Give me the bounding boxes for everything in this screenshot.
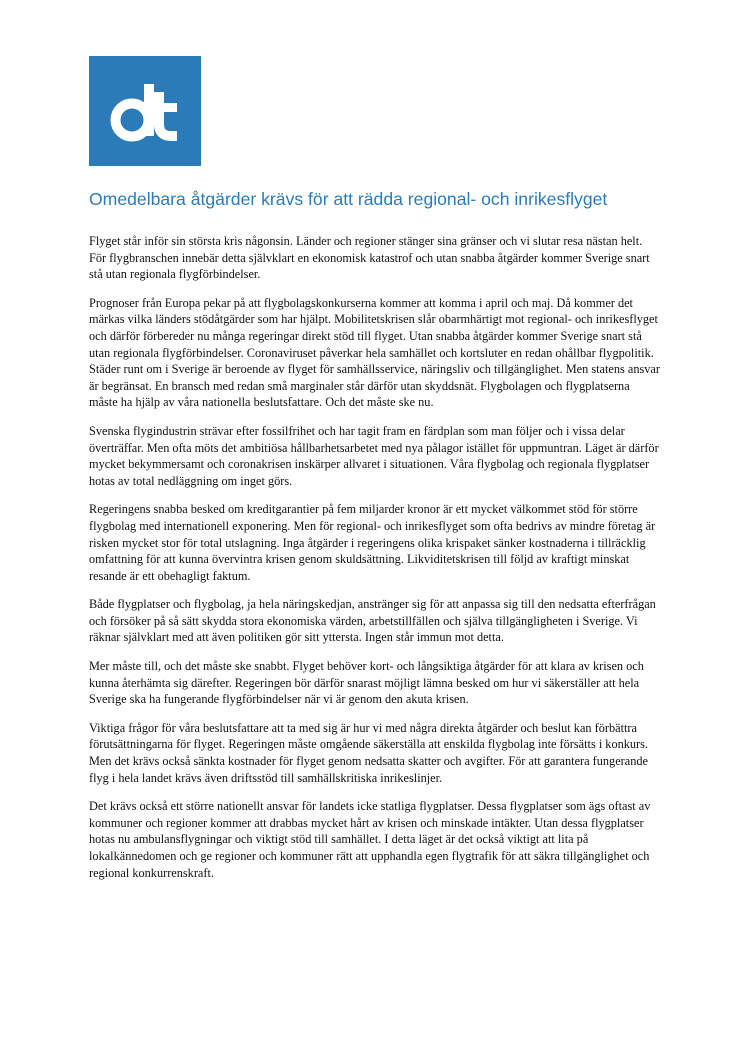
article-paragraph: Regeringens snabba besked om kreditgarantier på fem miljarder kronor är ett mycket välkommet stöd för större flygbolag med internationell exponering. Men för regional- och inrikesflyget som ofta bedrivs av mindre företag är risken mycket stor för total utslagning. Inga åtgärder i regeringens olika krispaket sänker kostnaderna i tillräcklig omfattning för att kunna övervintra krisen genom skuldsättning. Likviditetskrisen till följd av kraftigt minskat resande är ett obehagligt faktum. — [89, 502, 656, 583]
article-paragraph: Viktiga frågor för våra beslutsfattare att ta med sig är hur vi med några direkta åtgärder och beslut kan förbättra förutsättningarna för flyget. Regeringen måste omgående säkerställa att enskilda flygbolag inte försätts i konkurs. Men det krävs också sänkta kostnader för flyget genom nedsatta skatter och avgifter. För att garantera fungerande flyg i hela landet krävs även driftsstöd till samhällskritiska inrikeslinjer. — [89, 720, 649, 785]
article-headline: Omedelbara åtgärder krävs för att rädda regional- och inrikesflyget — [89, 189, 608, 209]
article-paragraph: Flyget står inför sin största kris någonsin. Länder och regioner stänger sina gränser och vi slutar resa nästan helt. För flygbranschen innebär detta självklart en ekonomisk katastrof och utan snabba åtgärder kommer Sverige snart stå utan regionala flygförbindelser. — [89, 234, 650, 282]
article-body — [89, 233, 661, 893]
article-paragraph: Det krävs också ett större nationellt ansvar för landets icke statliga flygplatser. Dessa flygplatser som ägs oftast av kommuner och regioner kommer att drabbas mycket hårt av krisen och minskade intäkter. Utan dessa flygplatser hotas nu ambulansflygningar och viktigt stöd till samhället. I detta läget är det också viktigt att lita på lokalkännedomen och ge regioner och kommuner rätt att upphandla egen flygtrafik för att säkra tillgänglighet och regional konkurrenskraft. — [89, 799, 651, 880]
dt-logo-mark — [89, 56, 201, 166]
article-paragraph: Prognoser från Europa pekar på att flygbolagskonkurserna kommer att komma i april och maj. Då kommer det märkas vilka länders stödåtgärder som har hjälpt. Mobilitetskrisen slår obarmhärtigt mot regional- och inrikesflyget och därför förbereder nu många regeringar direkt stöd till flyget. Utan snabba åtgärder kommer Sverige snart stå utan regionala flygförbindelser. Coronaviruset påverkar hela samhället och kortsluter en redan ohållbar flygpolitik. Städer runt om i Sverige är beroende av flyget för samhällsservice, näringsliv och tillgänglighet. Men statens ansvar är begränsat. En bransch med redan små marginaler står därför utan skyddsnät. Flygbolagen och flygplatserna måste ha hjälp av våra nationella beslutsfattare. Och det måste ske nu. — [89, 295, 660, 410]
dt-logo — [89, 56, 201, 166]
article-paragraph: Svenska flygindustrin strävar efter fossilfrihet och har tagit fram en färdplan som man följer och i vissa delar överträffar. Men ofta möts det ambitiösa hållbarhetsarbetet med nya pålagor istället för uppmuntran. Läget är därför mycket bekymmersamt och coronakrisen inskärper allvaret i situationen. Våra flygbolag och regionala flygplatser hotas av total nedläggning om inget görs. — [89, 423, 659, 488]
article-paragraph: Mer måste till, och det måste ske snabbt. Flyget behöver kort- och långsiktiga åtgärder för att klara av krisen och kunna återhämta sig därefter. Regeringen bör därför snarast möjligt lämna besked om hur vi säkerställer att hela Sverige ska ha fungerande flygförbindelser när vi är genom den akuta krisen. — [89, 659, 644, 707]
article-paragraph: Både flygplatser och flygbolag, ja hela näringskedjan, anstränger sig för att anpassa sig till den nedsatta efterfrågan och försöker på så sätt skydda stora ekonomiska värden, arbetstillfällen och själva tillgängligheten i Sverige. Vi räknar självklart med att även politiken gör sitt yttersta. Ingen står immun mot detta. — [89, 597, 656, 645]
